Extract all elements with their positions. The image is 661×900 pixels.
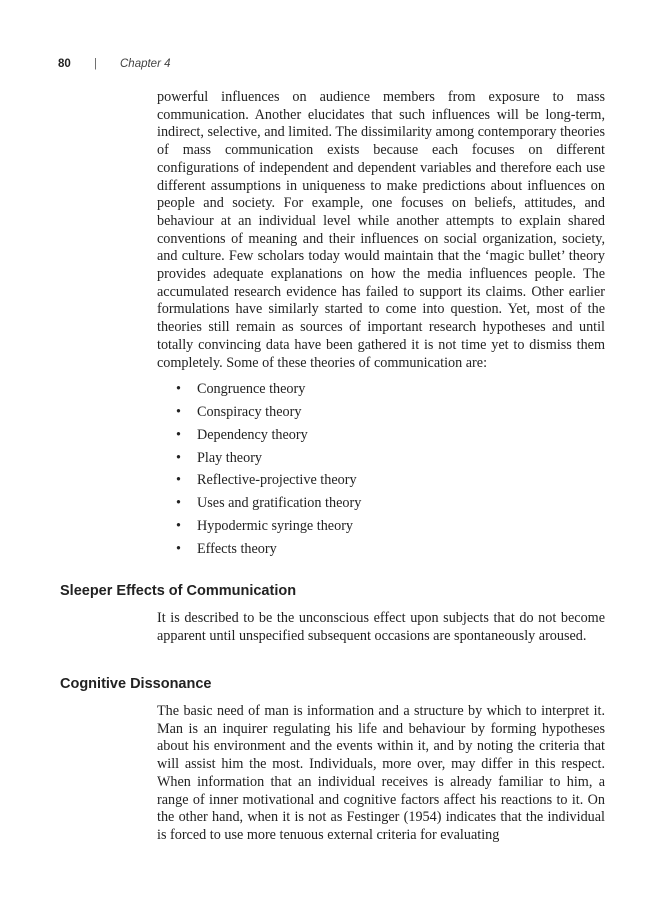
list-item bbox=[176, 378, 361, 401]
list-item-label: Uses and gratification theory bbox=[197, 495, 362, 512]
bullet-icon: • bbox=[176, 449, 181, 466]
header-separator: | bbox=[94, 58, 97, 70]
list-item-label: Conspiracy theory bbox=[197, 403, 302, 420]
theory-list bbox=[176, 378, 361, 561]
page-number: 80 bbox=[58, 58, 71, 70]
list-item-label: Reflective-projective theory bbox=[197, 472, 357, 489]
bullet-icon: • bbox=[176, 403, 181, 420]
bullet-icon: • bbox=[176, 495, 181, 512]
list-item bbox=[176, 469, 361, 492]
list-item bbox=[176, 401, 361, 424]
list-item bbox=[176, 515, 361, 538]
bullet-icon: • bbox=[176, 426, 181, 443]
intro-paragraph: powerful influences on audience members from exposure to mass communication. Another elucidates that such influences will be long-term, indirect, selective, and limited. The dissimilarity among contemporary theories of mass communication exists because each focuses on different configurations of independent and dependent variables and therefore each use different assumptions in uniqueness to make predictions about influences on people and society. For example, one focuses on beliefs, attitudes, and behaviour at an individual level while another attempts to explain shared conventions of meaning and their influences on social organization, society, and culture. Few scholars today would maintain that the ‘magic bullet’ theory provides adequate explanations on how the media influences people. The accumulated research evidence has failed to support its claims. Other earlier formulations have similarly started to come into question. Yet, most of the theories still remain as sources of important research hypotheses and until totally convincing data have been gathered it is not time yet to dismiss them completely. Some of these theories of communication are: bbox=[157, 89, 605, 371]
bullet-icon: • bbox=[176, 381, 181, 397]
list-item bbox=[176, 424, 361, 447]
list-item bbox=[176, 492, 361, 515]
chapter-label: Chapter 4 bbox=[120, 58, 171, 70]
bullet-icon: • bbox=[176, 518, 181, 535]
bullet-icon: • bbox=[176, 540, 181, 557]
section-heading-cognitive-dissonance: Cognitive Dissonance bbox=[60, 676, 212, 692]
list-item-label: Congruence theory bbox=[197, 381, 306, 397]
bullet-icon: • bbox=[176, 472, 181, 489]
list-item-label: Effects theory bbox=[197, 540, 277, 557]
list-item bbox=[176, 538, 361, 561]
list-item-label: Hypodermic syringe theory bbox=[197, 518, 354, 535]
cognitive-dissonance-paragraph: The basic need of man is information and a structure by which to interpret it. Man is an inquirer regulating his life and behaviour by forming hypotheses about his environment and the events within it, and by noting the criteria that will assist him the most. Individuals, more over, may differ in this respect. When information that an individual receives is already familiar to him, a range of inner motivational and cognitive factors affect his reactions to it. On the other hand, when it is not as Festinger (1954) indicates that the individual is forced to use more tenuous external criteria for evaluating bbox=[157, 703, 605, 843]
sleeper-effects-paragraph: It is described to be the unconscious effect upon subjects that do not become apparent until unspecified subsequent occasions are spontaneously aroused. bbox=[157, 610, 605, 644]
section-heading-sleeper-effects: Sleeper Effects of Communication bbox=[60, 583, 297, 599]
list-item bbox=[176, 447, 361, 470]
list-item-label: Play theory bbox=[197, 449, 263, 466]
list-item-label: Dependency theory bbox=[197, 426, 308, 443]
running-head bbox=[58, 58, 171, 70]
